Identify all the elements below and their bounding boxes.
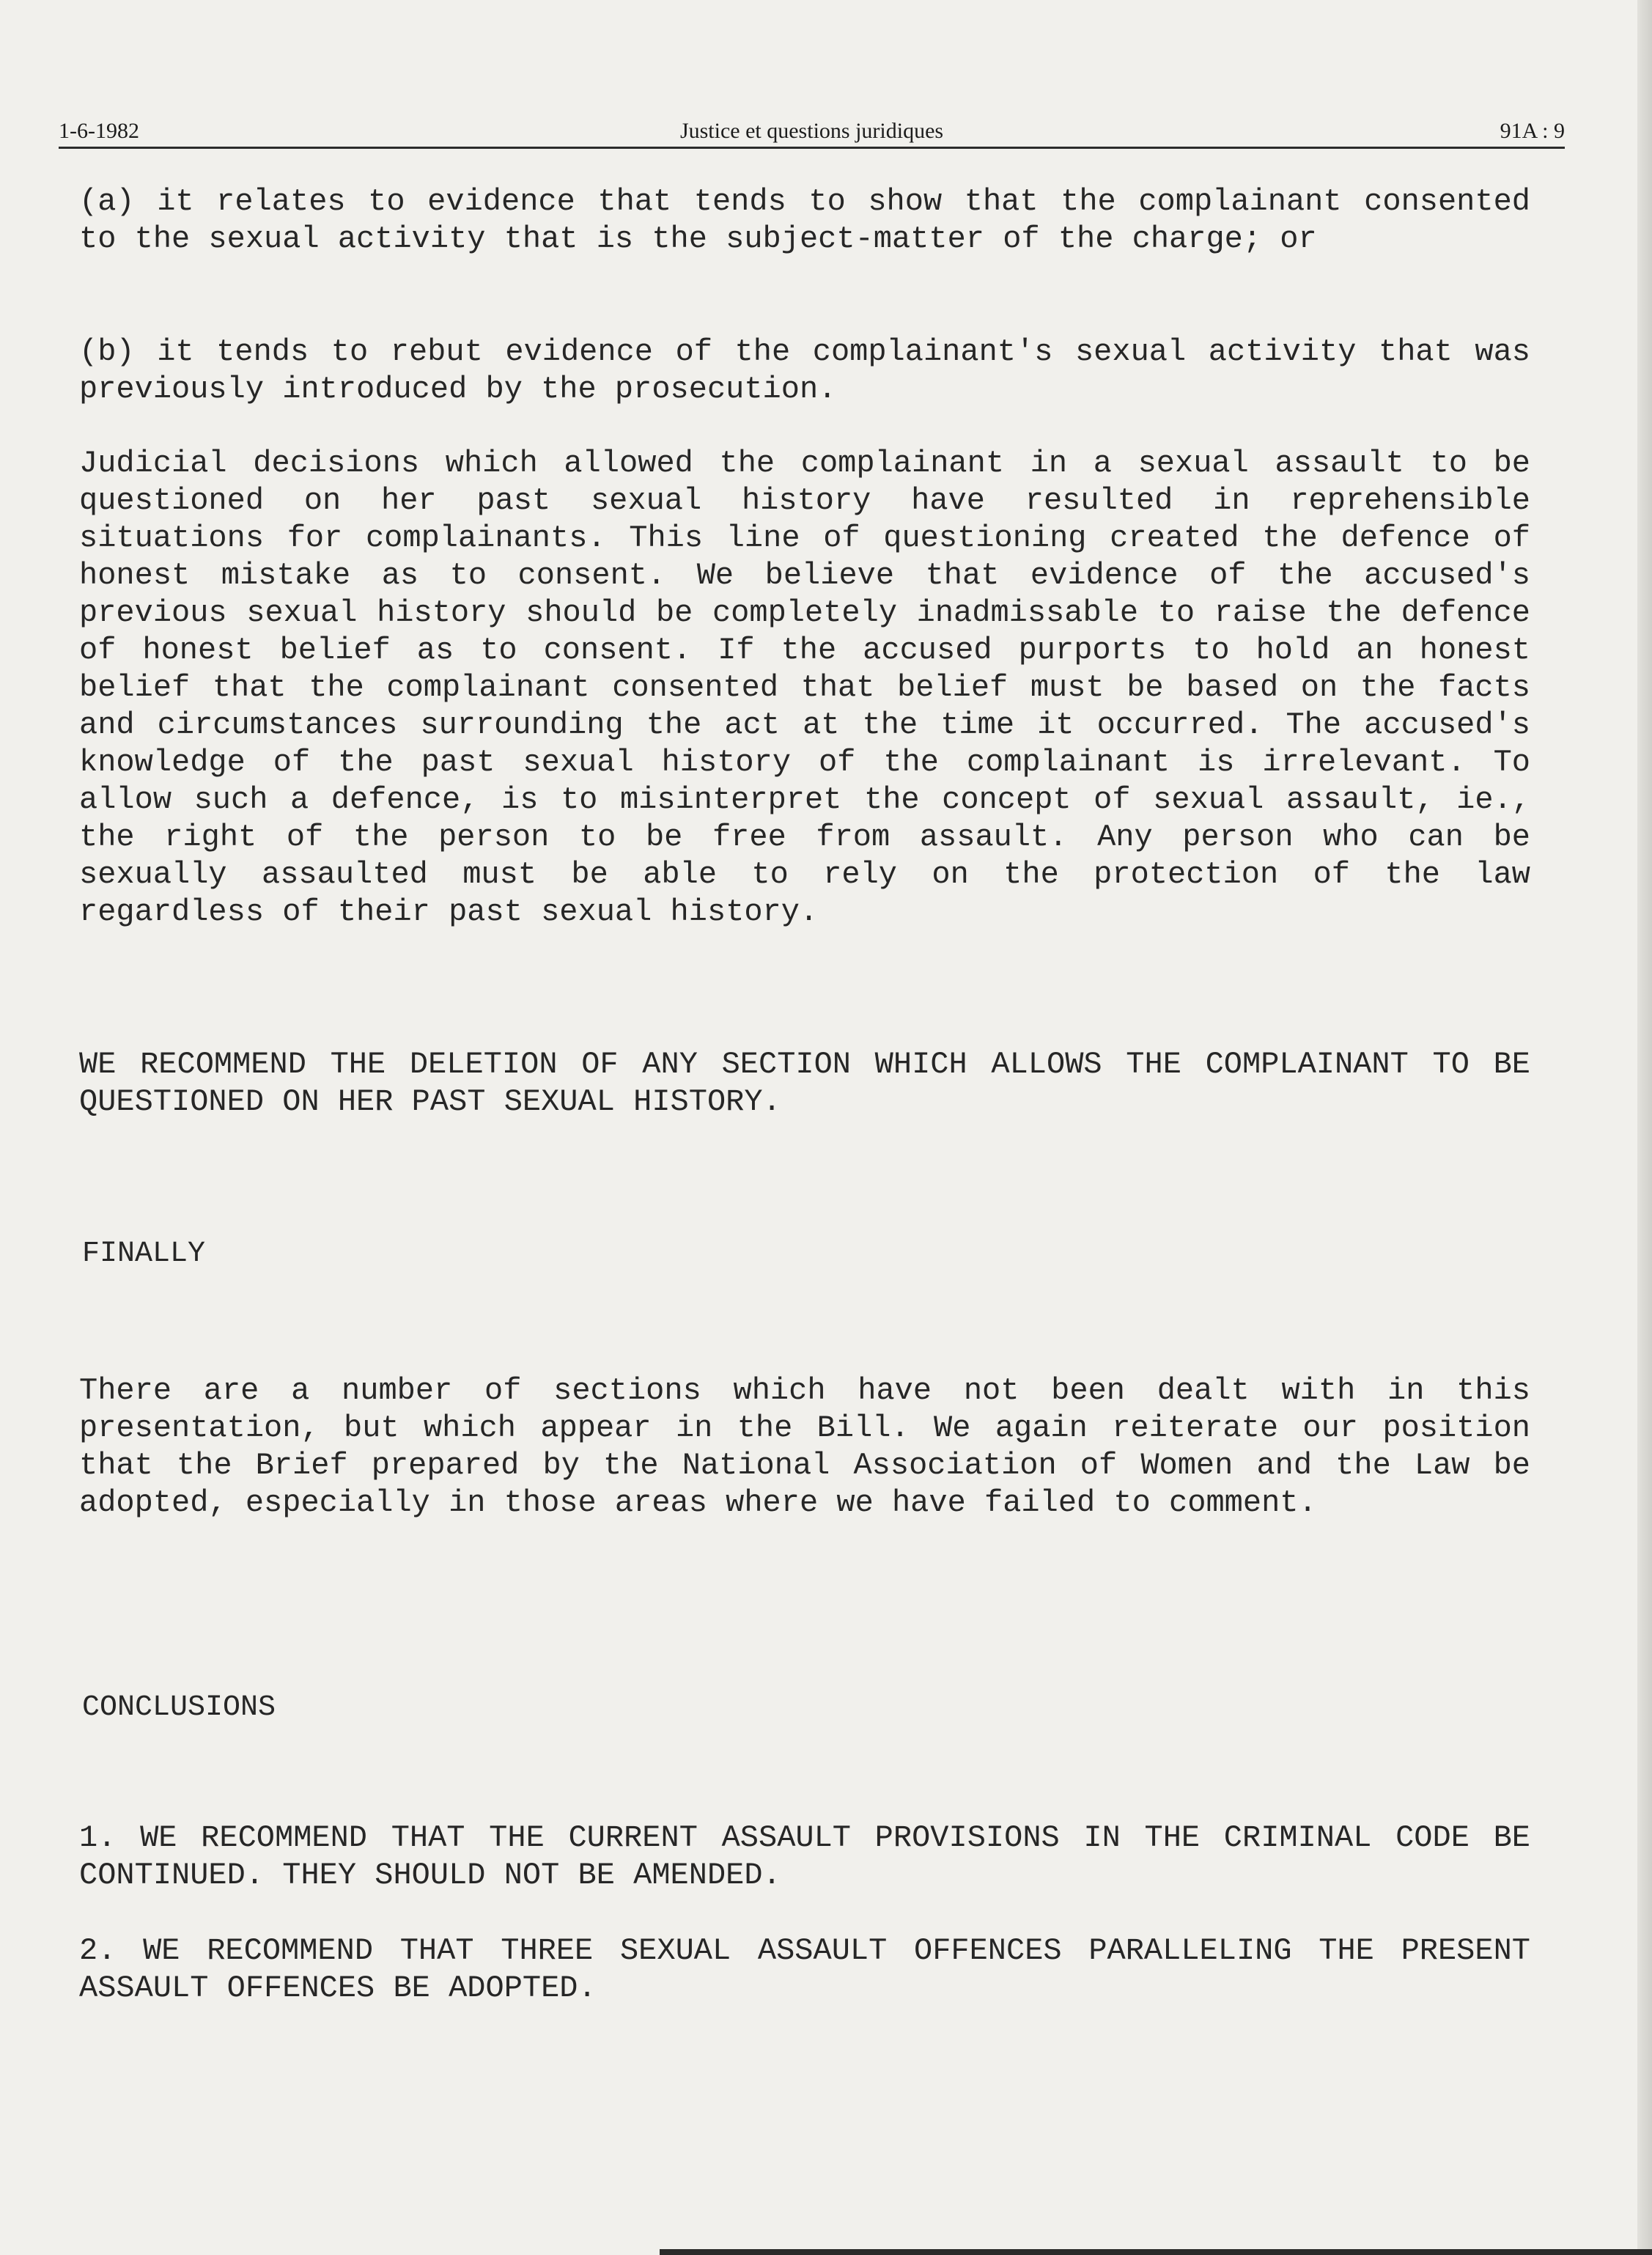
page-edge-shadow: [1637, 0, 1652, 2255]
paragraph-b: (b) it tends to rebut evidence of the complainant's sexual activity that was previously introduced by the prosecution.: [79, 334, 1530, 407]
header-date: 1-6-1982: [59, 119, 139, 143]
header-rule: [59, 147, 1565, 149]
paragraph-a: (a) it relates to evidence that tends to show that the complainant consented to the sexual activity that is the subject-matter of the charge; or: [79, 184, 1530, 257]
paragraph-judicial-decisions: Judicial decisions which allowed the complainant in a sexual assault to be questioned on her past sexual history have resulted in reprehensible situations for complainants. This line of questioning created the defence of honest mistake as to consent. We believe that evidence of the accused's previous sexual history should be completely inadmissable to raise the defence of honest belief as to consent. If the accused purports to hold an honest belief that the complainant consented that belief must be based on the facts and circumstances surrounding the act at the time it occurred. The accused's knowledge of the past sexual history of the complainant is irrelevant. To allow such a defence, is to misinterpret the concept of sexual assault, ie., the right of the person to be free from assault. Any person who can be sexually assaulted must be able to rely on the protection of the law regardless of their past sexual history.: [79, 446, 1530, 930]
recommendation-deletion: WE RECOMMEND THE DELETION OF ANY SECTION WHICH ALLOWS THE COMPLAINANT TO BE QUESTIONED ON HER PAST SEXUAL HISTORY.: [79, 1047, 1530, 1119]
heading-finally: FINALLY: [82, 1237, 206, 1270]
heading-conclusions: CONCLUSIONS: [82, 1691, 276, 1724]
running-header: [59, 108, 1565, 148]
paragraph-finally: There are a number of sections which have not been dealt with in this presentation, but which appear in the Bill. We again reiterate our position that the Brief prepared by the National Association of Women and the Law be adopted, especially in those areas where we have failed to comment.: [79, 1373, 1530, 1520]
page-bottom-edge: [660, 2249, 1652, 2255]
header-title: Justice et questions juridiques: [679, 119, 944, 143]
header-page-number: 91A : 9: [1500, 119, 1565, 143]
conclusion-item-1: 1. WE RECOMMEND THAT THE CURRENT ASSAULT PROVISIONS IN THE CRIMINAL CODE BE CONTINUED. THEY SHOULD NOT BE AMENDED.: [79, 1820, 1530, 1893]
conclusion-item-2: 2. WE RECOMMEND THAT THREE SEXUAL ASSAULT OFFENCES PARALLELING THE PRESENT ASSAULT OFFENCES BE ADOPTED.: [79, 1933, 1530, 2006]
